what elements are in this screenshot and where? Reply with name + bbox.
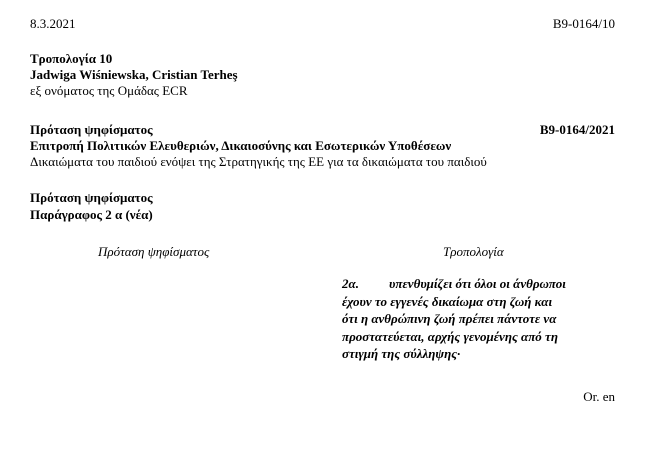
original-language: Or. en	[583, 389, 615, 404]
amendment-text	[342, 275, 614, 363]
amendment-authors: Jadwiga Wiśniewska, Cristian Terheş	[30, 67, 238, 82]
amendment-text-line5: στιγμή της σύλληψης·	[342, 346, 461, 361]
motion-reference: B9-0164/2021	[539, 122, 615, 137]
amendment-group: εξ ονόματος της Ομάδας ECR	[30, 83, 188, 98]
section-label: Πρόταση ψηφίσματος	[30, 190, 153, 205]
column-header-amendment: Τροπολογία	[443, 244, 504, 259]
amendment-number: 2α.	[342, 276, 359, 291]
column-header-motion: Πρόταση ψηφίσματος	[98, 244, 210, 259]
motion-subject: Δικαιώματα του παιδιού ενόψει της Στρατηγικής της ΕΕ για τα δικαιώματα του παιδιού	[30, 154, 487, 169]
amendment-title: Τροπολογία 10	[30, 51, 113, 66]
paragraph-label: Παράγραφος 2 α (νέα)	[30, 207, 153, 222]
committee-name: Επιτροπή Πολιτικών Ελευθεριών, Δικαιοσύνης και Εσωτερικών Υποθέσεων	[30, 138, 452, 153]
document-reference: B9-0164/10	[552, 16, 615, 31]
amendment-text-line2: έχουν το εγγενές δικαίωμα στη ζωή και	[342, 293, 553, 309]
amendment-text-line4: προστατεύεται, αρχής γενομένης από τη	[342, 328, 558, 344]
amendment-text-line1: υπενθυμίζει ότι όλοι οι άνθρωποι	[389, 276, 566, 291]
document-date: 8.3.2021	[30, 16, 76, 31]
amendment-text-line3: ότι η ανθρώπινη ζωή πρέπει πάντοτε να	[342, 311, 557, 326]
motion-label: Πρόταση ψηφίσματος	[30, 122, 153, 137]
amendment-line	[342, 275, 614, 293]
